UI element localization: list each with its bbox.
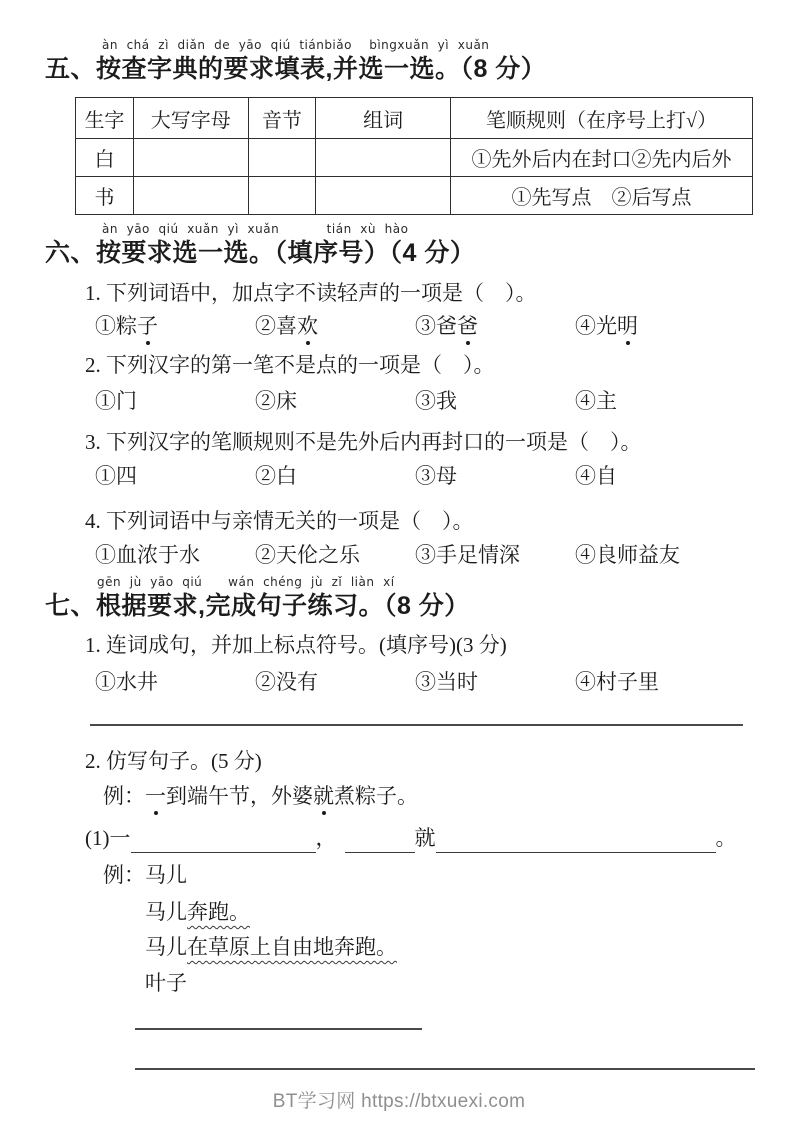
char-cell: 书 [76, 177, 134, 215]
question-6-2-options [45, 387, 753, 415]
option[interactable]: ②天伦之乐 [255, 543, 360, 567]
example2-label: 例：马儿 [103, 863, 187, 887]
blank-answer-cell[interactable] [133, 139, 248, 177]
question-6-2: 2. 下列汉字的第一笔不是点的一项是（ ）。 [85, 353, 495, 377]
option[interactable]: ①粽子 [95, 314, 158, 338]
option[interactable]: ④主 [575, 389, 617, 413]
option[interactable]: ④良师益友 [575, 543, 680, 567]
option[interactable]: ②喜欢 [255, 314, 318, 338]
footer-watermark [45, 1086, 753, 1113]
blank-answer-cell[interactable] [133, 177, 248, 215]
question-7-1: 1. 连词成句，并加上标点符号。(填序号)(3 分) [85, 633, 507, 657]
example-sentence-1: 例：一到端午节，外婆就煮粽子。 [103, 784, 418, 808]
fill-blank-3[interactable] [436, 828, 716, 853]
option[interactable]: ①四 [95, 464, 137, 488]
section6-title: 六、按要求选一选。（填序号）（4 分） [45, 239, 476, 267]
option[interactable]: ④村子里 [575, 670, 659, 694]
option[interactable]: ①门 [95, 389, 137, 413]
option[interactable]: ③爸爸 [415, 314, 478, 338]
fill-sentence-row [45, 823, 753, 853]
option[interactable]: ③母 [415, 464, 457, 488]
header-yinjie: 音节 [248, 98, 316, 139]
question-7-1-options [45, 668, 753, 696]
blank-answer-cell[interactable] [316, 177, 451, 215]
table-row [76, 139, 753, 177]
answer-line[interactable] [90, 724, 743, 726]
footer-link[interactable]: BT学习网 https://btxuexi.com [272, 1091, 526, 1112]
fill-part-2: ， [315, 826, 337, 850]
option[interactable]: ③当时 [415, 670, 478, 694]
option[interactable]: ②没有 [255, 670, 318, 694]
example2-line4: 叶子 [145, 971, 187, 995]
fill-part-3: 就 [414, 826, 436, 850]
blank-answer-cell[interactable] [316, 139, 451, 177]
dictionary-table [75, 97, 753, 215]
option[interactable]: ①水井 [95, 670, 158, 694]
option[interactable]: ④自 [575, 464, 617, 488]
question-6-1: 1. 下列词语中，加点字不读轻声的一项是（ ）。 [85, 281, 537, 305]
option[interactable]: ③我 [415, 389, 457, 413]
question-6-4: 4. 下列词语中与亲情无关的一项是（ ）。 [85, 509, 474, 533]
blank-answer-cell[interactable] [248, 177, 316, 215]
question-6-3-options [45, 462, 753, 490]
example2-line2: 马儿奔跑。 [145, 900, 250, 924]
answer-line[interactable] [135, 1068, 755, 1070]
section5-title: 五、按查字典的要求填表,并选一选。（8 分） [45, 55, 547, 83]
header-zuci: 组词 [316, 98, 451, 139]
rule-choice-cell[interactable]: ①先外后内在封口②先内后外 [450, 139, 752, 177]
table-header-row [76, 98, 753, 139]
rule-choice-cell[interactable]: ①先写点 ②后写点 [450, 177, 752, 215]
question-6-4-options [45, 541, 753, 569]
option[interactable]: ③手足情深 [415, 543, 520, 567]
question-6-3: 3. 下列汉字的笔顺规则不是先外后内再封口的一项是（ ）。 [85, 430, 642, 454]
header-shengzi: 生字 [76, 98, 134, 139]
fill-part-1: (1)一 [85, 826, 131, 850]
blank-answer-cell[interactable] [248, 139, 316, 177]
table-row [76, 177, 753, 215]
header-daxiezimu: 大写字母 [133, 98, 248, 139]
section7-pinyin: gēn jù yāo qiú wán chéng jù zǐ liàn xí [97, 575, 395, 589]
option[interactable]: ②床 [255, 389, 297, 413]
fill-blank-2[interactable] [345, 828, 415, 853]
section5-pinyin: àn chá zì diǎn de yāo qiú tiánbiǎo bìngxuǎn yì xuǎn [102, 38, 490, 52]
question-7-2: 2. 仿写句子。(5 分) [85, 749, 262, 773]
answer-line[interactable] [135, 1028, 422, 1030]
fill-blank-1[interactable] [131, 828, 316, 853]
char-cell: 白 [76, 139, 134, 177]
question-6-1-options [45, 312, 753, 340]
fill-part-4: 。 [715, 826, 737, 850]
option[interactable]: ④光明 [575, 314, 638, 338]
option[interactable]: ①血浓于水 [95, 543, 200, 567]
option[interactable]: ②白 [255, 464, 297, 488]
example2-line3: 马儿在草原上自由地奔跑。 [145, 935, 397, 959]
header-bishun-rule: 笔顺规则（在序号上打√） [450, 98, 752, 139]
section6-pinyin: àn yāo qiú xuǎn yì xuǎn tián xù hào [102, 222, 409, 236]
section7-title: 七、根据要求,完成句子练习。（8 分） [45, 592, 470, 620]
